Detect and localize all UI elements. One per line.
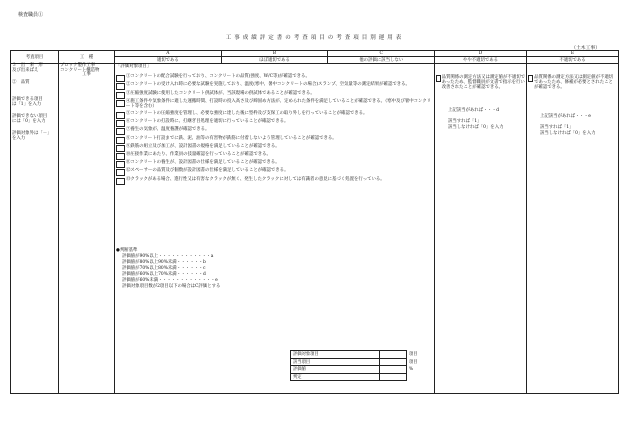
item-label-2: 及び出来ばえ xyxy=(12,67,39,73)
judgement-table xyxy=(290,350,426,381)
e-checkbox[interactable] xyxy=(528,75,533,82)
item-label-3: ② 品質 xyxy=(12,80,30,86)
item-checkbox[interactable] xyxy=(116,100,125,107)
item-note-5: 評価対象外は「－」 xyxy=(12,131,52,137)
evaluation-table xyxy=(10,50,619,394)
item-checkbox[interactable] xyxy=(116,92,125,99)
eval-item: ⑥コンクリートの打設時に、打継ぎ目処理を適切に行っていることが確認できる。 xyxy=(126,119,289,125)
criteria-block xyxy=(116,248,433,290)
judgement-label: 評価対象項目 xyxy=(291,351,380,359)
type-line-2: コンクリート構造物 xyxy=(60,67,100,73)
eval-item: ⑬クラックがある場合、進行性又は有害なクラックが無く、発生したクラックに対しては有識者の意見に基づく処置を行っている。 xyxy=(126,176,385,182)
header-abc-eval xyxy=(115,57,435,64)
criteria-title: ●判断基準 xyxy=(116,248,138,254)
item-checkbox[interactable] xyxy=(116,75,125,82)
judgement-value-input[interactable] xyxy=(380,366,407,374)
eval-item: ①コンクリートの配合試験を行っており、コンクリートの品質(強度、W/C等)が確認できる。 xyxy=(126,74,310,80)
judgement-value-input[interactable] xyxy=(380,358,407,366)
item-note-6: を入力 xyxy=(12,136,26,141)
judgement-label: 該当項目 xyxy=(291,358,380,366)
eval-item: ⑩圧接作業にあたり、作業員の技量確認を行っていることが確認できる。 xyxy=(126,152,271,158)
judgement-unit: % xyxy=(409,366,414,372)
header-e-eval: 不適切である xyxy=(527,57,619,64)
header-abc xyxy=(115,51,435,57)
eval-items-cell xyxy=(115,64,435,394)
item-checkbox[interactable] xyxy=(116,178,125,185)
item-checkbox[interactable] xyxy=(116,128,125,135)
eval-item: ⑦養生の気象が、温度養護が確認できる。 xyxy=(126,127,210,133)
item-note-1: 評価できる項目 xyxy=(12,96,43,102)
header-type: 工 種 xyxy=(59,51,115,64)
form-id: 検査職員① xyxy=(18,12,44,18)
judgement-value-input[interactable] xyxy=(380,351,407,359)
header-e-letter: E xyxy=(527,51,619,57)
judgement-label: 評価値 xyxy=(291,366,380,374)
header-b-letter: B xyxy=(222,51,329,56)
item-checkbox[interactable] xyxy=(116,120,125,127)
item-checkbox[interactable] xyxy=(116,145,125,152)
unit-label: （土木工事） xyxy=(571,46,600,51)
criteria-row: 評価値が60%以上70%未満・・・・・・d xyxy=(122,272,206,278)
item-checkbox[interactable] xyxy=(116,153,125,160)
eval-item: ⑪コンクリートの養生が、設計図書の仕様を満足していることが確認できる。 xyxy=(126,160,280,166)
type-cell xyxy=(59,64,115,394)
header-b-eval: ほぼ適切である xyxy=(222,57,329,63)
item-note-3: 評価できない項目 xyxy=(12,114,48,120)
header-a-eval: 適切である xyxy=(115,57,222,63)
eval-item: ④施工条件や気象条件に適した運搬時間、打設時の投入高さ及び締固め方法が、定められた条件を満足していることが確認できる。（寒中及び暑中コンクリート等を含む） xyxy=(126,99,432,110)
item-checkbox[interactable] xyxy=(116,137,125,144)
header-c-letter: C xyxy=(379,51,383,56)
item-checkbox[interactable] xyxy=(116,161,125,168)
eval-item: ⑤コンクリートの圧縮強度を管理し、必要な強度に達した後に型枠及び支保工の取り外しを行っていることが確認できる。 xyxy=(126,111,368,117)
d-text-2: 上記該当があれば・・・d xyxy=(448,108,500,114)
d-text-1: 品質関係の測定方法又は測定値が不適切であったため、監督職員が文書で指示を行い改善されたことが確認できる。 xyxy=(441,75,525,91)
item-checkbox[interactable] xyxy=(116,112,125,119)
eval-item: ⑧コンクリート打設までに鉄、泥、油等の有害物が鉄筋に付着しないよう管理していることが確認できる。 xyxy=(126,135,337,141)
e-text-3: 該当すれば「1」 xyxy=(540,124,574,130)
eval-item: ⑨鉄筋の組立及び加工が、設計図書の規格を満足していることが確認できる。 xyxy=(126,143,280,149)
d-checkbox[interactable] xyxy=(436,75,441,82)
eval-item: ②コンクリートの受け入れ時に必要な試験を実施しており、温度(寒中、暑中コンクリートの場合)スランプ、空気量等の測定結果が確認できる。 xyxy=(126,82,410,88)
d-column-cell xyxy=(435,64,527,394)
item-note-4: には「0」を入力 xyxy=(12,118,46,124)
header-d-letter: D xyxy=(435,51,527,57)
header-a-letter: A xyxy=(115,51,222,56)
e-text-4: 該当しなければ「0」を入力 xyxy=(540,130,596,136)
criteria-row: 評価値が60%未満・・・・・・・・・・・・・e xyxy=(122,278,218,284)
type-line-3: 工事 xyxy=(82,72,91,78)
header-item: 考査項目 xyxy=(11,51,59,64)
d-text-3: 該当すれば「1」 xyxy=(448,118,482,124)
criteria-row: 評価値が70%以上80%未満・・・・・・c xyxy=(122,266,206,272)
eval-item: ③圧縮強度試験に使用したコンクリート供試体が、当該現場の供試体であることが確認できる。 xyxy=(126,91,315,97)
judgement-unit: 項目 xyxy=(409,359,418,365)
e-column-cell xyxy=(527,64,619,394)
item-checkbox[interactable] xyxy=(116,169,125,176)
eval-item: ⑫スペーサーの品質及び個数が設計図書の仕様を満足していることが確認できる。 xyxy=(126,168,289,174)
judgement-label: 判定 xyxy=(291,373,380,381)
item-label-1: ３ 出 来 形 xyxy=(12,63,43,68)
judgement-unit: 項目 xyxy=(409,352,418,358)
criteria-row: 評価値が80%以上90%未満・・・・・・b xyxy=(122,260,206,266)
criteria-row: 評価対象項目数が2項目以下の場合はC評価とする xyxy=(122,284,221,290)
eval-header: 「評価対象項目」 xyxy=(116,64,152,69)
type-line-1: ブロック製作工事 xyxy=(60,63,96,68)
page-title: 工事成績評定書の考査項目の考査項目別運用表 xyxy=(225,35,405,41)
judgement-unit-empty xyxy=(407,373,426,381)
item-cell xyxy=(11,64,59,394)
e-text-1: 品質関係の測定方法又は測定値が不適切であったため、修補が必要とされたことが確認できる。 xyxy=(534,75,614,91)
header-d-eval: やや不適切である xyxy=(435,57,527,64)
judgement-value-input[interactable] xyxy=(380,373,407,381)
criteria-row: 評価値が90%以上・・・・・・・・・・・・a xyxy=(122,254,214,260)
header-c-eval: 他の評価に該当しない xyxy=(359,58,404,63)
item-note-2: は「1」を入力 xyxy=(12,101,42,107)
e-text-2: 上記該当があれば・・・e xyxy=(540,114,591,120)
d-text-4: 該当しなければ「0」を入力 xyxy=(448,124,504,130)
item-checkbox[interactable] xyxy=(116,83,125,90)
